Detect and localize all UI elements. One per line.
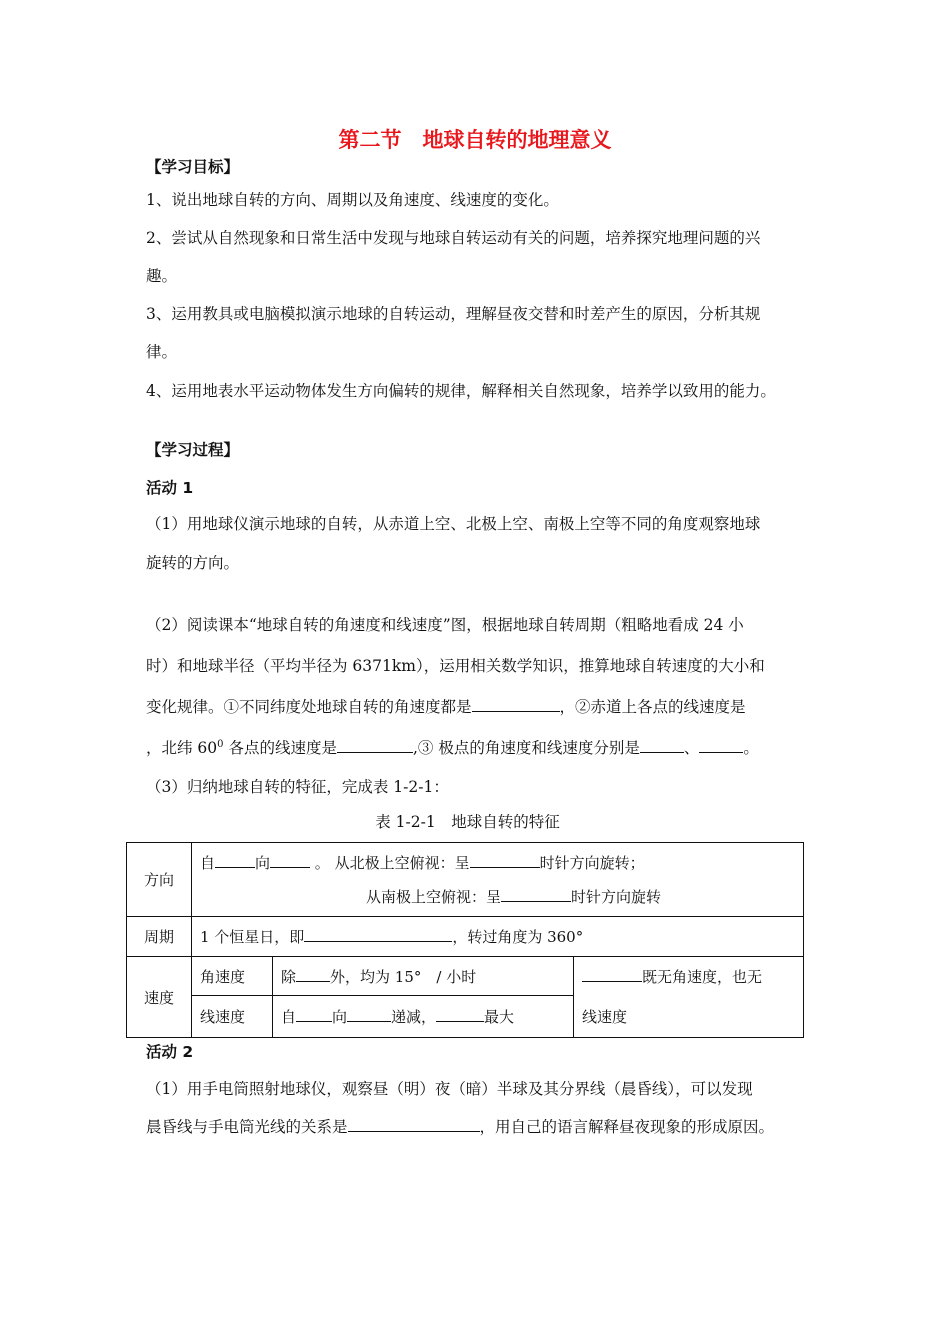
dir-text-c: 。 从北极上空俯视：呈 (310, 853, 470, 872)
angular-speed-cell (273, 957, 574, 996)
goal-item-2-cont: 趣。 (146, 267, 178, 285)
ang-text-b: 外，均为 15° / 小时 (330, 967, 477, 986)
blank-dir-from[interactable] (215, 852, 255, 868)
blank-lin-max[interactable] (436, 1006, 484, 1022)
blank-angular-speed[interactable] (472, 696, 560, 713)
activity-1-label: 活动 1 (146, 479, 194, 497)
page-title: 第二节 地球自转的地理意义 (338, 128, 612, 152)
angular-speed-label: 角速度 (192, 957, 273, 996)
pole-speed-cell (574, 957, 804, 1038)
activity-1-q2: （2）阅读课本“地球自转的角速度和线速度”图，根据地球自转周期（粗略地看成 24 小 (146, 616, 744, 634)
dir-text-a: 自 (200, 853, 216, 872)
period-text-a: 1 个恒星日，即 (200, 928, 305, 946)
q2-text-d: 各点的线速度是 (223, 739, 337, 757)
direction-label: 方向 (127, 843, 192, 917)
activity-1-q2-line3 (146, 695, 746, 717)
dir-text-f: 时针方向旋转 (571, 887, 662, 906)
blank-north-view[interactable] (470, 852, 540, 868)
q2-text-g: 。 (743, 739, 759, 757)
goal-item-1: 1、说出地球自转的方向、周期以及角速度、线速度的变化。 (146, 191, 559, 209)
table-caption: 表 1-2-1 地球自转的特征 (375, 813, 560, 831)
q2-text-e: ,③ 极点的角速度和线速度分别是 (412, 739, 640, 757)
blank-pole-angular[interactable] (640, 737, 684, 754)
dir-text-b: 向 (255, 853, 271, 872)
pole-text-b: 线速度 (582, 1008, 628, 1026)
activity-1-q2-line2: 时）和地球半径（平均半径为 6371km），运用相关数学知识，推算地球自转速度的大小和 (146, 657, 765, 675)
activity-1-q1-cont: 旋转的方向。 (146, 554, 240, 572)
q2-text-a: 变化规律。①不同纬度处地球自转的角速度都是 (146, 698, 472, 716)
dir-text-d: 时针方向旋转； (539, 853, 645, 872)
blank-south-view[interactable] (501, 886, 571, 902)
pole-text-a: 既无角速度，也无 (642, 968, 763, 986)
blank-pole-linear[interactable] (699, 737, 743, 754)
lin-text-b: 向 (332, 1008, 348, 1027)
activity-2-label: 活动 2 (146, 1043, 194, 1061)
activity-1-q3: （3）归纳地球自转的特征，完成表 1-2-1： (146, 778, 449, 796)
goal-item-2: 2、尝试从自然现象和日常生活中发现与地球自转运动有关的问题，培养探究地理问题的兴 (146, 229, 761, 247)
lin-text-a: 自 (281, 1008, 297, 1027)
direction-cell (192, 843, 804, 917)
dir-text-e: 从南极上空俯视：呈 (366, 887, 502, 906)
q2-text-b: ，②赤道上各点的线速度是 (559, 698, 746, 716)
period-cell (192, 917, 804, 957)
degree-superscript: 0 (217, 738, 224, 750)
goal-item-3: 3、运用教具或电脑模拟演示地球的自转运动，理解昼夜交替和时差产生的原因，分析其规 (146, 305, 761, 323)
rotation-features-table (126, 842, 804, 1038)
q2-text-c: ，北纬 60 (146, 739, 218, 757)
blank-lin-from[interactable] (296, 1006, 332, 1022)
blank-period[interactable] (304, 926, 452, 942)
goals-heading: 【学习目标】 (146, 158, 240, 176)
blank-ang-except[interactable] (296, 966, 330, 982)
activity-1-q2-line4 (146, 736, 759, 758)
activity-2-q1-cont (146, 1115, 774, 1137)
blank-lat60-speed[interactable] (337, 737, 413, 754)
speed-label: 速度 (127, 957, 192, 1038)
blank-dir-to[interactable] (270, 852, 310, 868)
activity-2-q1: （1）用手电筒照射地球仪，观察昼（明）夜（暗）半球及其分界线（晨昏线），可以发现 (146, 1080, 753, 1098)
linear-speed-cell (273, 996, 574, 1038)
ang-text-a: 除 (281, 967, 297, 986)
q2-text-f: 、 (683, 739, 700, 757)
process-heading: 【学习过程】 (146, 441, 240, 459)
goal-item-4: 4、运用地表水平运动物体发生方向偏转的规律，解释相关自然现象，培养学以致用的能力。 (146, 382, 776, 400)
linear-speed-label: 线速度 (192, 996, 273, 1038)
blank-lin-to[interactable] (347, 1006, 391, 1022)
activity-1-q1: （1）用地球仪演示地球的自转，从赤道上空、北极上空、南极上空等不同的角度观察地球 (146, 515, 761, 533)
blank-pole[interactable] (582, 966, 642, 982)
lin-text-d: 最大 (484, 1008, 515, 1027)
goal-item-3-cont: 律。 (146, 343, 178, 361)
period-text-b: ，转过角度为 360° (452, 928, 584, 946)
act2-text-b: ，用自己的语言解释昼夜现象的形成原因。 (479, 1118, 775, 1136)
act2-text-a: 晨昏线与手电筒光线的关系是 (146, 1118, 348, 1136)
lin-text-c: 递减， (391, 1008, 437, 1027)
blank-terminator-relation[interactable] (348, 1116, 480, 1133)
period-label: 周期 (127, 917, 192, 957)
